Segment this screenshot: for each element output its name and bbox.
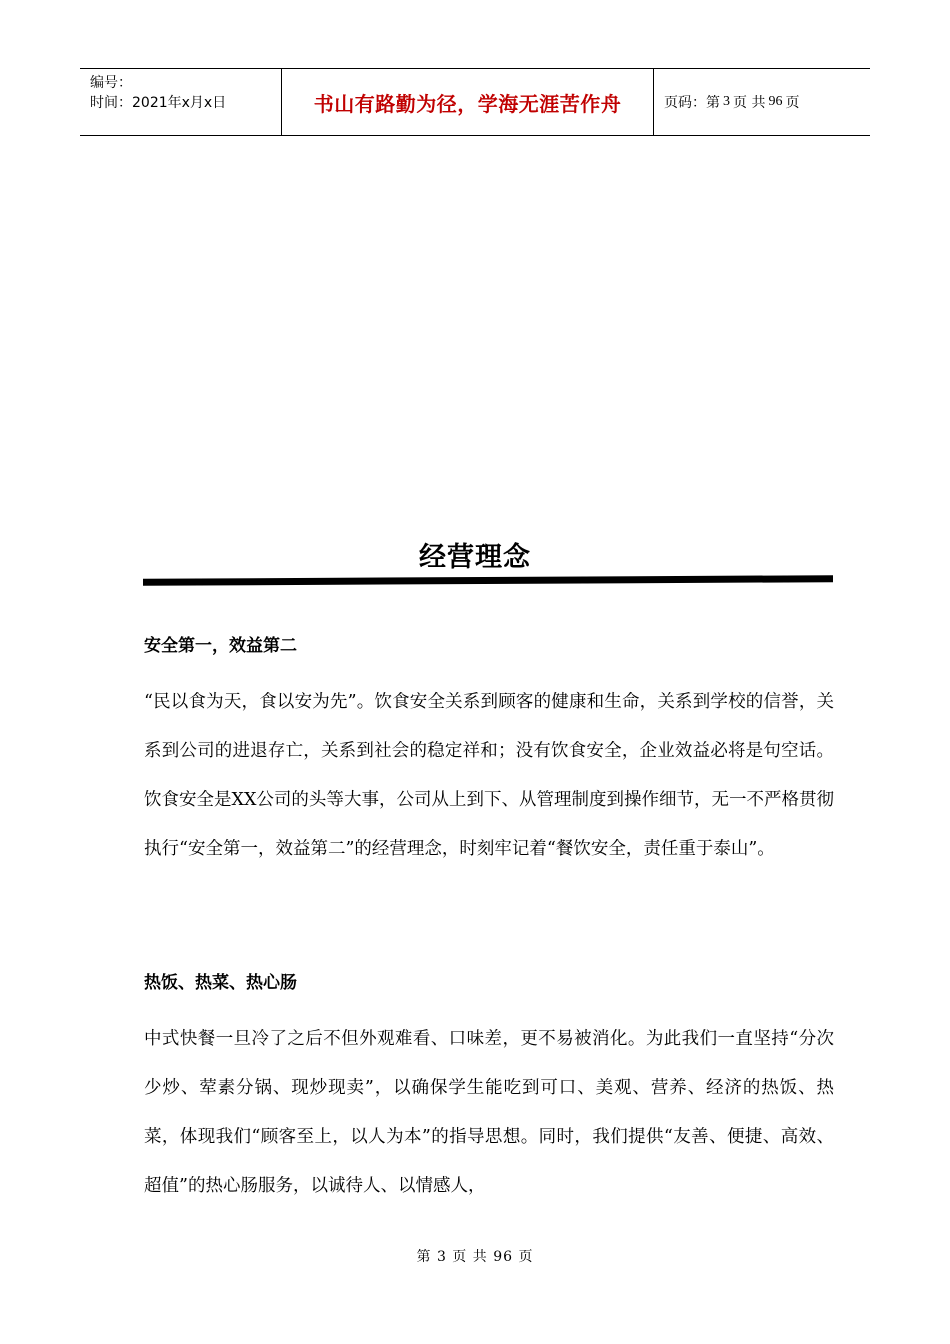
- section-hot-food: [144, 971, 834, 1211]
- page-current: 3: [723, 94, 730, 109]
- section-safety: [144, 634, 834, 874]
- document-number-label: 编号：: [90, 75, 132, 91]
- page-title: 经营理念: [419, 542, 531, 573]
- page-footer: 第 3 页 共 96 页: [416, 1249, 534, 1265]
- section-paragraph: “民以食为天，食以安为先”。饮食安全关系到顾客的健康和生命，关系到学校的信誉，关系到公司的进退存亡，关系到社会的稳定祥和；没有饮食安全，企业效益必将是句空话。饮食安全是XX公司的头等大事，公司从上到下、从管理制度到操作细节，无一不严格贯彻执行“安全第一，效益第二”的经营理念，时刻牢记着“餐饮安全，责任重于泰山”。: [144, 692, 834, 859]
- title-divider: [143, 575, 833, 586]
- header-meta: [80, 69, 281, 135]
- page-middle: 页 共: [733, 95, 766, 111]
- page-total: 96: [768, 94, 783, 109]
- page-prefix: 页码：第: [664, 95, 720, 111]
- document-date: 时间：2021年x月x日: [90, 95, 227, 111]
- header-page-number: [654, 69, 870, 135]
- header-motto: 书山有路勤为径，学海无涯苦作舟: [281, 69, 654, 135]
- page-header: [80, 68, 870, 136]
- section-heading: 热饭、热菜、热心肠: [144, 973, 297, 993]
- section-paragraph: 中式快餐一旦冷了之后不但外观难看、口味差，更不易被消化。为此我们一直坚持“分次少炒、荤素分锅、现炒现卖”，以确保学生能吃到可口、美观、营养、经济的热饭、热菜，体现我们“顾客至上，以人为本”的指导思想。同时，我们提供“友善、便捷、高效、超值”的热心肠服务，以诚待人、以情感人，: [144, 1029, 834, 1196]
- section-heading: 安全第一，效益第二: [144, 636, 297, 656]
- page-suffix: 页: [785, 95, 800, 111]
